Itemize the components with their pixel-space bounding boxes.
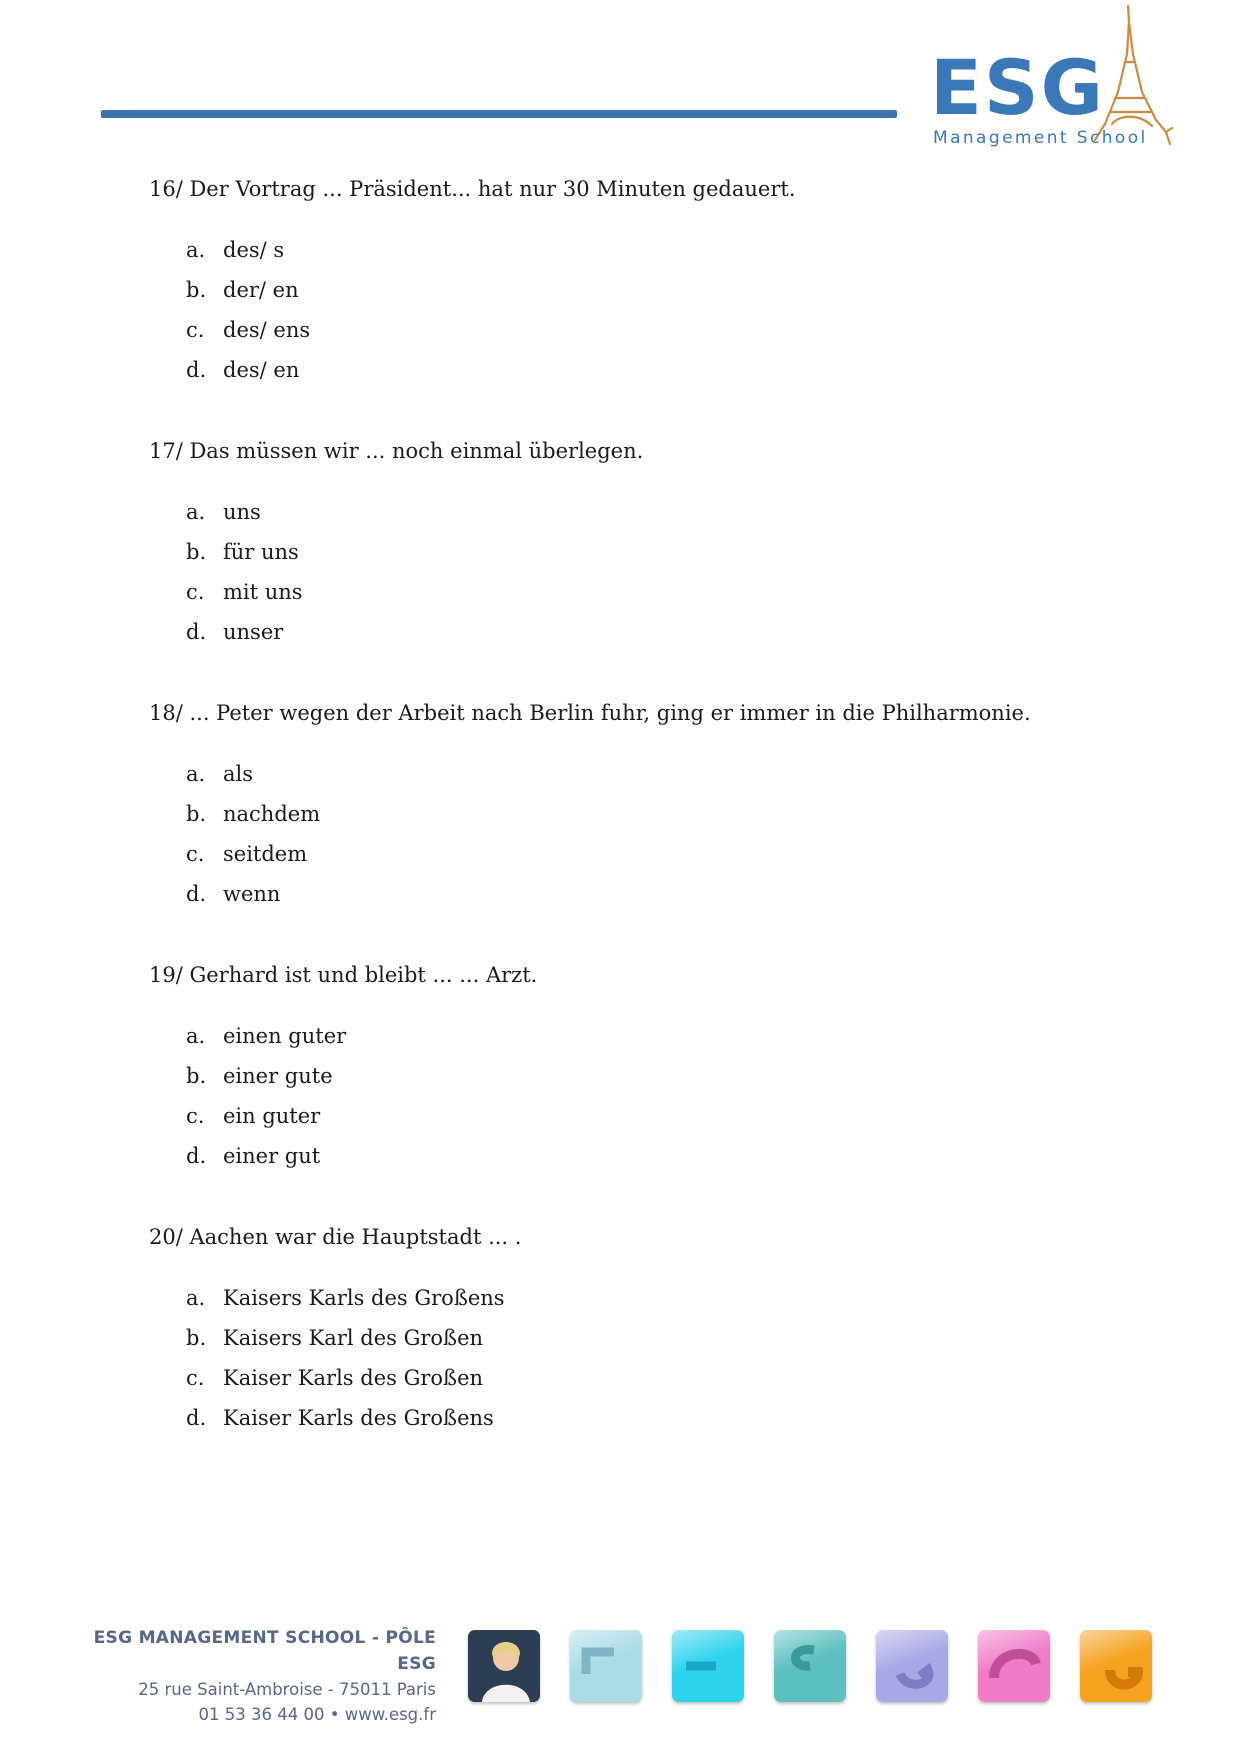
lavender-tile — [876, 1630, 948, 1702]
answer-option — [149, 794, 1109, 834]
answer-option — [149, 754, 1109, 794]
question-spacer — [149, 914, 1109, 956]
logo-wordmark: ESG — [930, 43, 1106, 132]
portrait-icon — [468, 1630, 540, 1702]
teal-tile — [774, 1630, 846, 1702]
option-letter: b. — [186, 1326, 207, 1350]
answer-options — [149, 492, 1109, 652]
answer-options — [149, 1016, 1109, 1176]
option-text: uns — [223, 500, 261, 524]
answer-option — [149, 1096, 1109, 1136]
option-text: Kaisers Karls des Großens — [223, 1286, 505, 1310]
photo-tile — [468, 1630, 540, 1702]
footer-address — [86, 1625, 436, 1727]
answer-option — [149, 492, 1109, 532]
question-20 — [149, 1218, 1109, 1438]
option-text: des/ ens — [223, 318, 311, 342]
tile-glyph-icon — [774, 1630, 846, 1702]
tile-glyph-icon — [876, 1630, 948, 1702]
option-text: wenn — [223, 882, 281, 906]
answer-option — [149, 1278, 1109, 1318]
orange-tile — [1080, 1630, 1152, 1702]
option-text: Kaisers Karl des Großen — [223, 1326, 484, 1350]
option-letter: c. — [186, 1366, 205, 1390]
option-letter: a. — [186, 1286, 206, 1310]
answer-option — [149, 1016, 1109, 1056]
option-letter: d. — [186, 882, 207, 906]
option-letter: b. — [186, 278, 207, 302]
option-letter: a. — [186, 1024, 206, 1048]
question-17 — [149, 432, 1109, 652]
answer-option — [149, 350, 1109, 390]
option-text: des/ en — [223, 358, 300, 382]
option-letter: a. — [186, 762, 206, 786]
question-text: 17/ Das müssen wir ... noch einmal überlegen. — [149, 439, 644, 463]
question-spacer — [149, 652, 1109, 694]
option-text: nachdem — [223, 802, 321, 826]
option-letter: d. — [186, 620, 207, 644]
answer-option — [149, 310, 1109, 350]
option-text: als — [223, 762, 254, 786]
question-spacer — [149, 1176, 1109, 1218]
option-text: mit uns — [223, 580, 303, 604]
question-text: 16/ Der Vortrag ... Präsident... hat nur 30 Minuten gedauert. — [149, 177, 796, 201]
option-letter: d. — [186, 358, 207, 382]
option-letter: a. — [186, 500, 206, 524]
pink-tile — [978, 1630, 1050, 1702]
answer-option — [149, 1318, 1109, 1358]
answer-option — [149, 834, 1109, 874]
option-text: seitdem — [223, 842, 308, 866]
question-19 — [149, 956, 1109, 1176]
answer-option — [149, 612, 1109, 652]
quiz-content — [149, 170, 1109, 1438]
answer-option — [149, 270, 1109, 310]
question-text: 20/ Aachen war die Hauptstadt ... . — [149, 1225, 522, 1249]
option-text: Kaiser Karls des Großens — [223, 1406, 494, 1430]
answer-option — [149, 532, 1109, 572]
tile-glyph-icon — [978, 1630, 1050, 1702]
header-rule — [101, 110, 897, 118]
cyan-tile — [672, 1630, 744, 1702]
answer-options — [149, 1278, 1109, 1438]
option-letter: c. — [186, 1104, 205, 1128]
footer-contact: 01 53 36 44 00 • www.esg.fr — [198, 1705, 436, 1724]
answer-options — [149, 754, 1109, 914]
tile-glyph-icon — [1080, 1630, 1152, 1702]
option-text: einen guter — [223, 1024, 347, 1048]
footer-school-name: ESG MANAGEMENT SCHOOL - PÔLE ESG — [93, 1628, 436, 1674]
question-text: 19/ Gerhard ist und bleibt ... ... Arzt. — [149, 963, 538, 987]
answer-option — [149, 1056, 1109, 1096]
option-text: für uns — [223, 540, 299, 564]
answer-option — [149, 1136, 1109, 1176]
option-text: einer gut — [223, 1144, 321, 1168]
option-text: ein guter — [223, 1104, 321, 1128]
option-letter: b. — [186, 1064, 207, 1088]
tile-glyph-icon — [570, 1630, 642, 1702]
light-blue-tile — [570, 1630, 642, 1702]
question-18 — [149, 694, 1109, 914]
esg-logo — [930, 2, 1180, 152]
option-letter: a. — [186, 238, 206, 262]
answer-option — [149, 572, 1109, 612]
option-letter: d. — [186, 1406, 207, 1430]
option-letter: b. — [186, 540, 207, 564]
footer-street: 25 rue Saint-Ambroise - 75011 Paris — [138, 1680, 436, 1699]
answer-option — [149, 874, 1109, 914]
option-text: einer gute — [223, 1064, 333, 1088]
option-letter: c. — [186, 580, 205, 604]
question-16 — [149, 170, 1109, 390]
option-letter: c. — [186, 318, 205, 342]
option-letter: d. — [186, 1144, 207, 1168]
answer-options — [149, 230, 1109, 390]
option-text: unser — [223, 620, 284, 644]
question-text: 18/ ... Peter wegen der Arbeit nach Berlin fuhr, ging er immer in die Philharmonie. — [149, 701, 1031, 725]
option-letter: c. — [186, 842, 205, 866]
answer-option — [149, 1358, 1109, 1398]
tile-glyph-icon — [672, 1630, 744, 1702]
option-letter: b. — [186, 802, 207, 826]
logo-subtitle: Management School — [933, 128, 1148, 148]
question-spacer — [149, 390, 1109, 432]
answer-option — [149, 1398, 1109, 1438]
option-text: der/ en — [223, 278, 299, 302]
answer-option — [149, 230, 1109, 270]
option-text: Kaiser Karls des Großen — [223, 1366, 484, 1390]
option-text: des/ s — [223, 238, 285, 262]
